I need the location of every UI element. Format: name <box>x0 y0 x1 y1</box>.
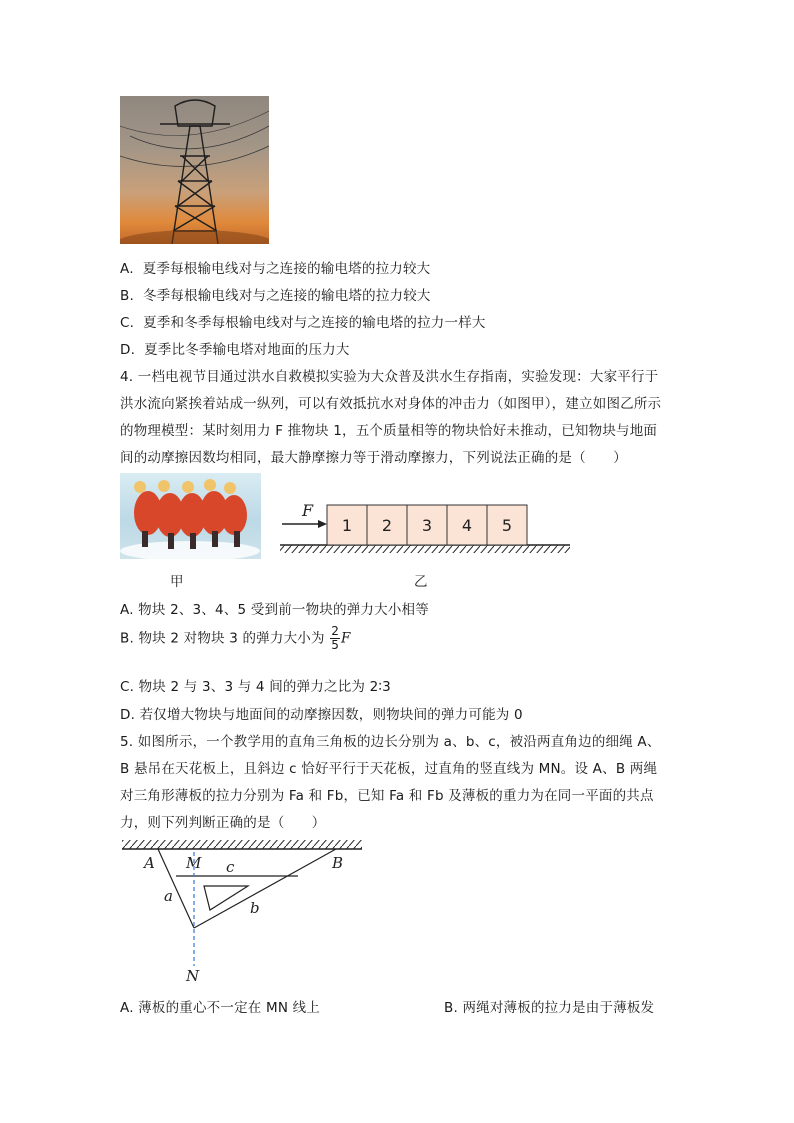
option-letter: A. <box>120 261 134 277</box>
q4-option-c: C. 物块 2 与 3、3 与 4 间的弹力之比为 2∶3 <box>120 679 391 695</box>
label-m: M <box>186 854 202 872</box>
rope-b <box>194 849 336 928</box>
q5-stem-line-3: 对三角形薄板的拉力分别为 Fa 和 Fb，已知 Fa 和 Fb 及薄板的重力为在同一平面的共点 <box>120 788 654 804</box>
triangle-diagram <box>118 838 368 988</box>
figure-label-jia: 甲 <box>170 574 184 590</box>
q3-option-b <box>120 284 431 304</box>
label-c-side: c <box>226 858 235 876</box>
q5-option-a: A. 薄板的重心不一定在 MN 线上 <box>120 1000 321 1016</box>
q5-stem-line-4: 力，则下列判断正确的是（ ） <box>120 815 326 831</box>
q4-option-a: A. 物块 2、3、4、5 受到前一物块的弹力大小相等 <box>120 602 429 618</box>
q3-option-d <box>120 338 350 358</box>
block-label: 4 <box>461 516 473 535</box>
label-n: N <box>186 967 200 985</box>
block-label: 2 <box>381 516 393 535</box>
fraction <box>330 625 340 652</box>
ceiling-hatch <box>122 840 362 849</box>
q5-stem-line-2: B 悬吊在天花板上，且斜边 c 恰好平行于天花板，过直角的竖直线为 MN。设 A、B 两绳 <box>120 761 658 777</box>
block-label: 5 <box>501 516 513 535</box>
q4-option-d: D. 若仅增大物块与地面间的动摩擦因数，则物块间的弹力可能为 0 <box>120 707 523 723</box>
option-text: 夏季每根输电线对与之连接的输电塔的拉力较大 <box>142 261 431 277</box>
transmission-tower-photo <box>120 96 269 244</box>
label-a-side: a <box>164 887 173 905</box>
q4-stem-line-3: 的物理模型：某时刻用力 F 推物块 1，五个质量相等的物块恰好未推动，已知物块与地面 <box>120 423 658 439</box>
flood-team-photo <box>120 473 261 559</box>
q5-stem-line-1: 5. 如图所示，一个教学用的直角三角板的边长分别为 a、b、c，被沿两直角边的细绳 A、 <box>120 734 661 750</box>
block-label: 1 <box>341 516 353 535</box>
fraction-numerator: 2 <box>331 624 340 638</box>
team-figures <box>120 473 261 559</box>
tower-silhouette <box>120 96 269 244</box>
option-letter: D. <box>120 342 136 358</box>
option-letter: B. <box>120 288 134 304</box>
q4-stem-line-4: 间的动摩擦因数均相同，最大静摩擦力等于滑动摩擦力，下列说法正确的是（ ） <box>120 450 627 466</box>
inner-cutout <box>204 886 248 910</box>
block-label: 3 <box>421 516 433 535</box>
fraction-denominator: 5 <box>331 638 340 652</box>
q4-stem-line-2: 洪水流向紧挨着站成一纵列，可以有效抵抗水对身体的冲击力（如图甲），建立如图乙所示 <box>120 396 662 412</box>
option-text: 冬季每根输电线对与之连接的输电塔的拉力较大 <box>142 288 431 304</box>
option-letter: C. <box>120 315 135 331</box>
label-b-point: B <box>332 854 344 872</box>
q3-option-c <box>120 311 486 331</box>
option-text: 夏季比冬季输电塔对地面的压力大 <box>144 342 350 358</box>
force-arrow <box>282 520 327 528</box>
q4-stem-line-1: 4. 一档电视节目通过洪水自救模拟实验为大众普及洪水生存指南，实验发现：大家平行于 <box>120 369 659 385</box>
q5-option-b: B. 两绳对薄板的拉力是由于薄板发 <box>444 1000 655 1016</box>
figure-label-yi: 乙 <box>414 574 428 590</box>
ground-hatch <box>280 545 570 553</box>
label-a-point: A <box>144 854 155 872</box>
blocks-diagram <box>270 498 580 558</box>
force-label: F <box>302 501 314 520</box>
force-variable: F <box>341 630 351 647</box>
option-text: B. 物块 2 对物块 3 的弹力大小为 <box>120 630 325 647</box>
q3-option-a <box>120 257 430 277</box>
option-text: 夏季和冬季每根输电线对与之连接的输电塔的拉力一样大 <box>143 315 486 331</box>
q4-option-b <box>120 625 351 652</box>
label-b-side: b <box>250 899 260 917</box>
